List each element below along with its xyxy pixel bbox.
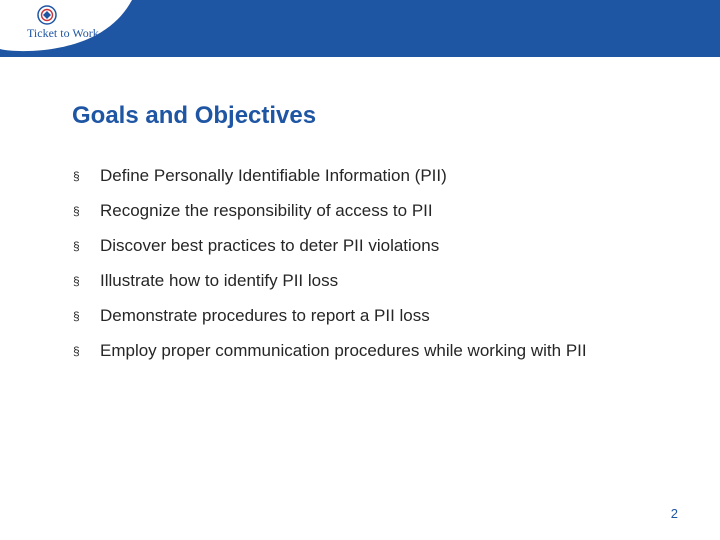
list-item (72, 341, 632, 361)
bullet-icon: § (73, 239, 80, 253)
page-number: 2 (670, 506, 678, 521)
bullet-text: Recognize the responsibility of access to PII (100, 201, 433, 220)
bullet-icon: § (73, 204, 80, 218)
bullet-text: Discover best practices to deter PII violations (100, 236, 440, 255)
list-item (72, 271, 632, 291)
list-item (72, 306, 632, 326)
bullet-icon: § (73, 169, 80, 183)
bullet-icon: § (73, 344, 80, 358)
bullet-text: Demonstrate procedures to report a PII loss (100, 306, 430, 325)
logo-wordmark: Ticket to Work (27, 26, 99, 40)
bullet-icon: § (73, 309, 80, 323)
ticket-to-work-logo (0, 0, 150, 57)
list-item (72, 166, 632, 186)
objectives-list (72, 166, 632, 376)
list-item (72, 236, 632, 256)
list-item (72, 201, 632, 221)
bullet-text: Define Personally Identifiable Information (PII) (100, 166, 447, 185)
slide-title: Goals and Objectives (72, 102, 317, 129)
bullet-text: Employ proper communication procedures while working with PII (100, 341, 587, 360)
bullet-text: Illustrate how to identify PII loss (100, 271, 339, 290)
bullet-icon: § (73, 274, 80, 288)
